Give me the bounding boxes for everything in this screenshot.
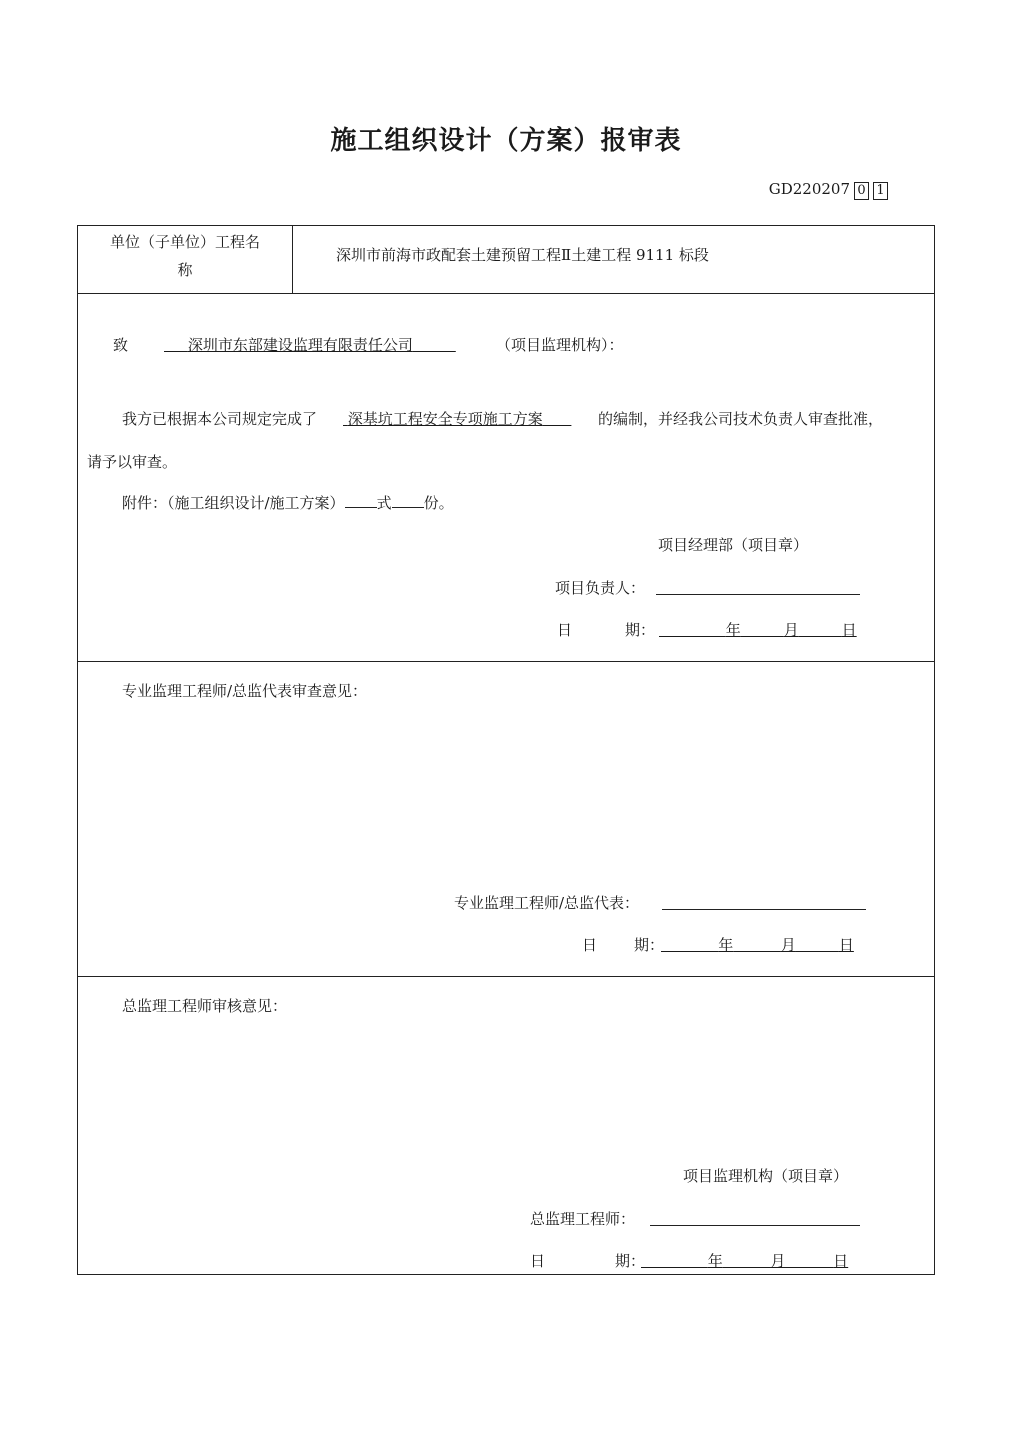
chief-signature-line	[650, 1211, 860, 1226]
document-code-prefix: GD220207	[768, 180, 850, 198]
submission-date-line: 年 月 日	[725, 621, 857, 639]
form-title: 施工组织设计（方案）报审表	[330, 126, 682, 156]
chief-signer-label: 总监理工程师：	[530, 1210, 636, 1228]
review-form-table	[77, 225, 935, 1275]
responsible-label: 项目负责人：	[555, 579, 646, 597]
specialist-review-section	[78, 661, 934, 977]
to-suffix: （项目监理机构）：	[496, 336, 624, 354]
body-prefix: 我方已根据本公司规定完成了	[122, 410, 318, 428]
body-suffix: 的编制，并经我公司技术负责人审查批准，	[598, 410, 884, 428]
specialist-review-heading: 专业监理工程师/总监代表审查意见：	[122, 682, 368, 700]
specialist-date-label-char-2: 期：	[634, 936, 665, 954]
specialist-date-line: 年 月 日	[718, 936, 854, 954]
to-prefix: 致	[113, 336, 129, 354]
plan-name: 深基坑工程安全专项施工方案	[347, 410, 543, 428]
chief-date-label-char-1: 日	[530, 1252, 546, 1270]
date-label-char-1: 日	[557, 621, 573, 639]
chief-date-label-char-2: 期：	[615, 1252, 646, 1270]
date-label-char-2: 期：	[625, 621, 656, 639]
project-name-row	[78, 226, 934, 294]
project-name-value: 深圳市前海市政配套土建预留工程Ⅱ土建工程 9111 标段	[336, 246, 709, 264]
specialist-date-label-char-1: 日	[582, 936, 598, 954]
monitoring-org-seal-label: 项目监理机构（项目章）	[683, 1167, 849, 1185]
chief-review-heading: 总监理工程师审核意见：	[122, 997, 288, 1015]
document-code-box-1: 0	[854, 182, 869, 200]
chief-review-section	[78, 976, 934, 1274]
submission-section	[78, 293, 934, 662]
specialist-signature-line	[662, 895, 866, 910]
chief-date-line: 年 月 日	[707, 1252, 849, 1270]
attachment-line: 附件：（施工组织设计/施工方案） 式 份。	[122, 494, 454, 512]
department-seal-label: 项目经理部（项目章）	[658, 536, 809, 554]
document-code	[769, 180, 888, 200]
responsible-signature-line	[656, 580, 860, 595]
specialist-signer-label: 专业监理工程师/总监代表：	[454, 894, 640, 912]
attachment-count-blank-1	[345, 493, 377, 508]
to-organization: 深圳市东部建设监理有限责任公司	[187, 336, 413, 354]
project-name-label	[78, 226, 293, 293]
body-line-2: 请予以审查。	[87, 453, 178, 471]
attachment-count-blank-2	[392, 493, 424, 508]
project-name-label-line2: 称	[177, 261, 193, 279]
document-code-box-2: 1	[873, 182, 888, 200]
project-name-label-line1: 单位（子单位）工程名	[109, 233, 260, 251]
